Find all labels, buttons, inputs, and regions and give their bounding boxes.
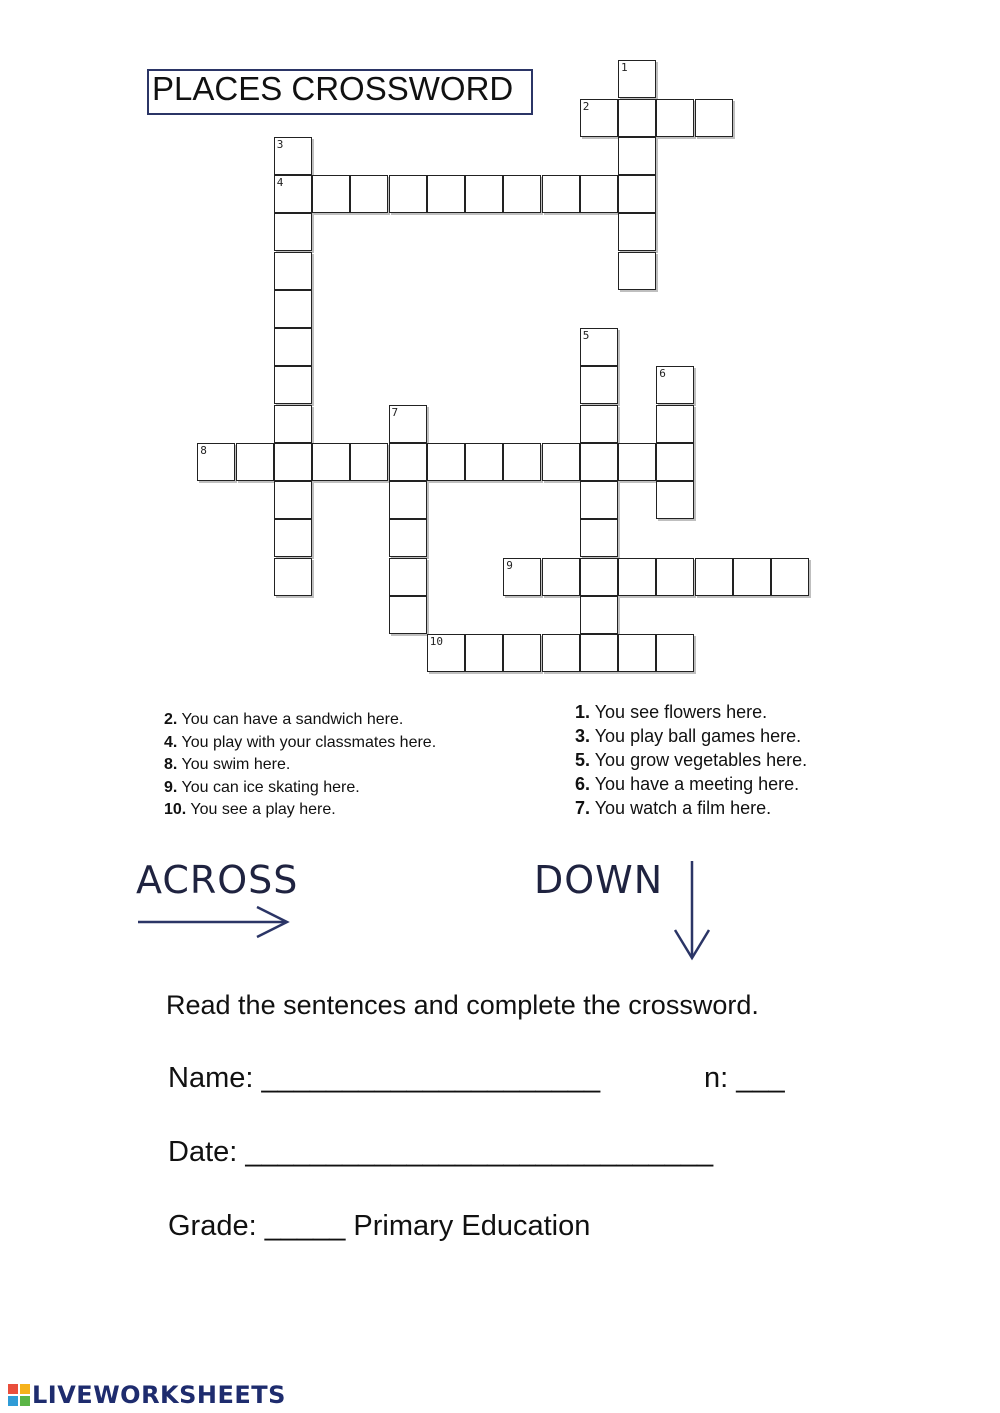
- crossword-cell[interactable]: [656, 558, 694, 596]
- crossword-cell[interactable]: [580, 481, 618, 519]
- clue-text: You see flowers here.: [590, 702, 768, 722]
- crossword-cell[interactable]: [580, 443, 618, 481]
- clue-item: [575, 796, 807, 820]
- clue-item: [164, 709, 436, 732]
- crossword-cell[interactable]: [503, 558, 541, 596]
- name-field[interactable]: Name: _____________________: [168, 1062, 601, 1094]
- crossword-cell[interactable]: [274, 137, 312, 175]
- crossword-cell[interactable]: [274, 328, 312, 366]
- crossword-cell[interactable]: [503, 443, 541, 481]
- liveworksheets-logo: [8, 1381, 286, 1409]
- clue-text: You can have a sandwich here.: [177, 711, 404, 728]
- date-field[interactable]: Date: _____________________________: [168, 1136, 714, 1168]
- crossword-cell[interactable]: [618, 443, 656, 481]
- crossword-cell[interactable]: [274, 481, 312, 519]
- clue-number-label: 9.: [164, 778, 178, 796]
- crossword-cell[interactable]: [580, 519, 618, 557]
- clue-number-label: 7.: [575, 798, 591, 818]
- crossword-cell[interactable]: [618, 252, 656, 290]
- crossword-cell[interactable]: [389, 558, 427, 596]
- clue-number: 2: [582, 99, 590, 113]
- clue-text: You grow vegetables here.: [590, 750, 808, 770]
- crossword-cell[interactable]: [274, 366, 312, 404]
- crossword-cell[interactable]: [618, 213, 656, 251]
- crossword-cell[interactable]: [274, 175, 312, 213]
- clue-item: [575, 724, 807, 748]
- crossword-cell[interactable]: [465, 175, 503, 213]
- clue-item: [575, 700, 807, 724]
- clue-number: 8: [200, 443, 207, 457]
- crossword-cell[interactable]: [656, 99, 694, 137]
- right-arrow-icon: [135, 902, 295, 942]
- crossword-cell[interactable]: [350, 175, 388, 213]
- crossword-cell[interactable]: [427, 634, 465, 672]
- crossword-cell[interactable]: [274, 290, 312, 328]
- down-clues: [575, 700, 807, 820]
- number-field[interactable]: n: ___: [704, 1062, 785, 1094]
- clue-item: [164, 754, 436, 777]
- crossword-cell[interactable]: [427, 443, 465, 481]
- clue-item: [164, 732, 436, 755]
- clue-number-label: 6.: [575, 774, 591, 794]
- down-arrow-icon: [670, 858, 714, 966]
- crossword-cell[interactable]: [656, 366, 694, 404]
- crossword-cell[interactable]: [389, 405, 427, 443]
- crossword-cell[interactable]: [427, 175, 465, 213]
- crossword-cell[interactable]: [465, 634, 503, 672]
- down-label: DOWN: [534, 858, 664, 902]
- clue-number-label: 10.: [164, 801, 187, 818]
- crossword-cell[interactable]: [503, 634, 541, 672]
- crossword-cell[interactable]: [542, 175, 580, 213]
- crossword-cell[interactable]: [389, 596, 427, 634]
- clue-text: You swim here.: [177, 756, 291, 773]
- crossword-cell[interactable]: [695, 99, 733, 137]
- crossword-cell[interactable]: [618, 99, 656, 137]
- clue-number-label: 5.: [575, 750, 591, 770]
- clue-number: 5: [582, 329, 590, 342]
- crossword-cell[interactable]: [580, 328, 618, 366]
- logo-mark-icon: [8, 1384, 30, 1406]
- crossword-cell[interactable]: [312, 175, 350, 213]
- clue-number-label: 8.: [164, 756, 178, 773]
- crossword-cell[interactable]: [542, 443, 580, 481]
- clue-text: You can ice skating here.: [177, 778, 360, 796]
- crossword-cell[interactable]: [389, 481, 427, 519]
- crossword-cell[interactable]: [274, 252, 312, 290]
- crossword-cell[interactable]: [618, 634, 656, 672]
- clue-text: You see a play here.: [186, 801, 336, 818]
- crossword-cell[interactable]: [389, 443, 427, 481]
- crossword-cell[interactable]: [618, 558, 656, 596]
- crossword-cell[interactable]: [236, 443, 274, 481]
- clue-number-label: 3.: [575, 726, 591, 746]
- clue-number: 3: [276, 137, 284, 151]
- clue-item: [164, 799, 436, 822]
- crossword-cell[interactable]: [656, 634, 694, 672]
- clue-item: [164, 777, 436, 800]
- clue-item: [575, 772, 807, 796]
- crossword-cell[interactable]: [618, 137, 656, 175]
- clue-number: 1: [621, 61, 628, 75]
- clue-text: You play with your classmates here.: [177, 733, 437, 751]
- crossword-cell[interactable]: [542, 634, 580, 672]
- crossword-cell[interactable]: [274, 558, 312, 596]
- clue-number: 9: [506, 558, 513, 572]
- crossword-cell[interactable]: [618, 60, 656, 98]
- clue-item: [575, 748, 807, 772]
- clue-number-label: 1.: [575, 702, 591, 722]
- crossword-cell[interactable]: [580, 558, 618, 596]
- crossword-cell[interactable]: [580, 596, 618, 634]
- instructions: Read the sentences and complete the crossword.: [166, 990, 759, 1020]
- crossword-cell[interactable]: [580, 405, 618, 443]
- crossword-cell[interactable]: [274, 213, 312, 251]
- clue-text: You play ball games here.: [590, 726, 802, 746]
- crossword-cell[interactable]: [389, 175, 427, 213]
- crossword-cell[interactable]: [274, 405, 312, 443]
- crossword-cell[interactable]: [350, 443, 388, 481]
- grade-field[interactable]: Grade: _____ Primary Education: [168, 1210, 591, 1242]
- across-label: ACROSS: [136, 858, 299, 902]
- crossword-cell[interactable]: [503, 175, 541, 213]
- crossword-cell[interactable]: [465, 443, 503, 481]
- crossword-cell[interactable]: [197, 443, 235, 481]
- crossword-cell[interactable]: [580, 99, 618, 137]
- crossword-cell[interactable]: [695, 558, 733, 596]
- clue-number: 4: [276, 176, 284, 189]
- crossword-cell[interactable]: [542, 558, 580, 596]
- brand-text: LIVEWORKSHEETS: [32, 1381, 286, 1409]
- across-clues: [164, 709, 436, 822]
- crossword-cell[interactable]: [656, 405, 694, 443]
- crossword-cell[interactable]: [656, 481, 694, 519]
- clue-number: 7: [391, 405, 399, 419]
- clue-text: You watch a film here.: [590, 798, 772, 818]
- title-box: [147, 69, 533, 115]
- crossword-cell[interactable]: [274, 443, 312, 481]
- crossword-cell[interactable]: [580, 634, 618, 672]
- crossword-cell[interactable]: [580, 175, 618, 213]
- crossword-cell[interactable]: [771, 558, 809, 596]
- crossword-cell[interactable]: [656, 443, 694, 481]
- clue-number-label: 4.: [164, 733, 178, 751]
- clue-number-label: 2.: [164, 711, 178, 728]
- crossword-cell[interactable]: [389, 519, 427, 557]
- crossword-cell[interactable]: [580, 366, 618, 404]
- clue-number: 10: [429, 635, 443, 648]
- crossword-cell[interactable]: [274, 519, 312, 557]
- crossword-cell[interactable]: [733, 558, 771, 596]
- crossword-cell[interactable]: [312, 443, 350, 481]
- clue-text: You have a meeting here.: [590, 774, 800, 794]
- page-title: PLACES CROSSWORD: [152, 70, 514, 107]
- crossword-cell[interactable]: [618, 175, 656, 213]
- clue-number: 6: [659, 367, 666, 381]
